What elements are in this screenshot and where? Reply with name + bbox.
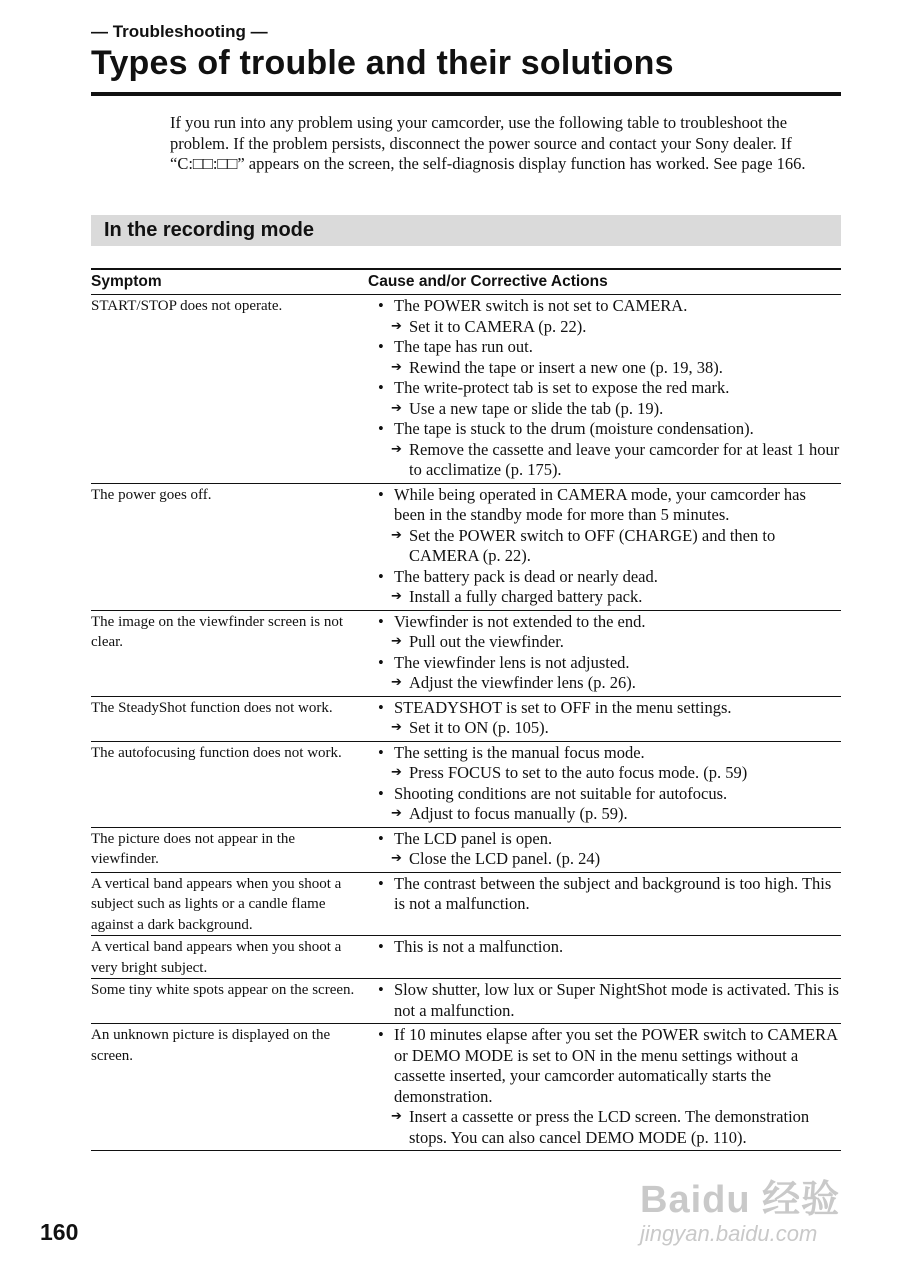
corrective-action	[367, 718, 841, 739]
cause-text: The write-protect tab is set to expose the red mark.	[394, 378, 730, 397]
arrow-right-icon: ➔	[391, 400, 402, 416]
action-text: Press FOCUS to set to the auto focus mode. (p. 59)	[409, 763, 748, 782]
cause-item	[367, 743, 841, 764]
symptom-cell: An unknown picture is displayed on the screen.	[91, 1027, 331, 1064]
table-row	[91, 610, 841, 696]
page-title: Types of trouble and their solutions	[91, 44, 674, 82]
cause-cell	[367, 936, 841, 978]
corrective-action	[367, 673, 841, 694]
troubleshooting-table	[91, 268, 841, 1151]
table-row	[91, 295, 841, 483]
table-row	[91, 483, 841, 610]
cause-item	[367, 784, 841, 805]
cause-item	[367, 937, 841, 958]
symptom-cell: A vertical band appears when you shoot a very bright subject.	[91, 939, 342, 976]
corrective-action	[367, 763, 841, 784]
bullet-icon: •	[378, 697, 384, 717]
arrow-right-icon: ➔	[391, 589, 402, 604]
action-text: Remove the cassette and leave your camcorder for at least 1 hour to acclimatize (p. 175).	[409, 439, 840, 479]
action-text: Close the LCD panel. (p. 24)	[409, 849, 601, 868]
cause-item	[367, 874, 841, 915]
action-text: Adjust to focus manually (p. 59).	[409, 804, 628, 823]
arrow-right-icon: ➔	[391, 675, 402, 690]
cause-text: Slow shutter, low lux or Super NightShot mode is activated. This is not a malfunction.	[394, 980, 839, 1020]
bullet-icon: •	[378, 337, 384, 356]
action-text: Insert a cassette or press the LCD screen. The demonstration stops. You can also cancel DEMO MODE (p. 110).	[409, 1107, 810, 1147]
cause-cell	[367, 484, 841, 610]
corrective-action	[367, 526, 841, 567]
section-label: — Troubleshooting —	[91, 22, 268, 41]
action-text: Set it to CAMERA (p. 22).	[409, 316, 587, 336]
cause-text: The tape has run out.	[394, 337, 533, 356]
cause-text: The viewfinder lens is not adjusted.	[394, 652, 630, 672]
arrow-right-icon: ➔	[391, 441, 402, 457]
cause-cell	[367, 611, 841, 696]
bullet-icon: •	[378, 873, 384, 893]
cause-text: This is not a malfunction.	[394, 937, 564, 956]
cause-text: The battery pack is dead or nearly dead.	[394, 566, 658, 586]
bullet-icon: •	[378, 783, 384, 803]
cause-text: Viewfinder is not extended to the end.	[394, 611, 646, 631]
cause-item	[367, 337, 841, 358]
cause-item	[367, 1025, 841, 1107]
table-row	[91, 696, 841, 741]
symptom-cell: The SteadyShot function does not work.	[91, 699, 333, 716]
symptom-cell: The image on the viewfinder screen is not clear.	[91, 613, 343, 650]
table-row	[91, 872, 841, 936]
arrow-right-icon: ➔	[391, 765, 402, 780]
arrow-right-icon: ➔	[391, 851, 402, 866]
symptom-cell: The picture does not appear in the viewfinder.	[91, 830, 296, 867]
bullet-icon: •	[378, 828, 384, 848]
cause-item	[367, 653, 841, 674]
table-row	[91, 1023, 841, 1150]
corrective-action	[367, 1107, 841, 1148]
cause-cell	[367, 1024, 841, 1150]
watermark	[640, 1168, 850, 1248]
cause-text: STEADYSHOT is set to OFF in the menu settings.	[394, 697, 732, 717]
corrective-action	[367, 632, 841, 653]
cause-text: The LCD panel is open.	[394, 828, 553, 848]
cause-text: The setting is the manual focus mode.	[394, 742, 645, 762]
cause-text: Shooting conditions are not suitable for autofocus.	[394, 783, 728, 803]
cause-item	[367, 296, 841, 317]
table-row	[91, 935, 841, 978]
corrective-action	[367, 399, 841, 420]
table-body	[91, 295, 841, 1150]
intro-text: If you run into any problem using your camcorder, use the following table to troubleshoot the problem. If the problem persists, disconnect the power source and contact your Sony dealer. If “C:□□:□□” appears on the screen, the self-diagnosis display function has worked. See page 166.	[170, 113, 806, 173]
arrow-right-icon: ➔	[391, 359, 402, 375]
action-text: Set it to ON (p. 105).	[409, 718, 549, 737]
intro-paragraph	[170, 113, 830, 175]
corrective-action	[367, 440, 841, 481]
cause-cell	[367, 979, 841, 1023]
cause-item	[367, 419, 841, 440]
corrective-action	[367, 849, 841, 870]
title-rule	[91, 92, 841, 96]
cause-item	[367, 612, 841, 633]
cause-item	[367, 829, 841, 850]
action-text: Rewind the tape or insert a new one (p. 19, 38).	[409, 357, 723, 377]
bullet-icon: •	[378, 652, 384, 672]
action-text: Pull out the viewfinder.	[409, 632, 564, 651]
cause-item	[367, 698, 841, 719]
bullet-icon: •	[378, 611, 384, 631]
section-heading: In the recording mode	[104, 219, 315, 241]
bullet-icon: •	[378, 296, 384, 315]
watermark-url: jingyan.baidu.com	[640, 1221, 818, 1246]
corrective-action	[367, 587, 841, 608]
arrow-right-icon: ➔	[391, 634, 402, 649]
action-text: Use a new tape or slide the tab (p. 19).	[409, 398, 664, 418]
cause-item	[367, 378, 841, 399]
section-heading-bar	[91, 215, 841, 246]
bullet-icon: •	[378, 378, 384, 397]
table-row	[91, 741, 841, 827]
symptom-cell: A vertical band appears when you shoot a subject such as lights or a candle flame against a dark background.	[91, 875, 342, 933]
bullet-icon: •	[378, 419, 384, 438]
bullet-icon: •	[378, 980, 384, 999]
column-header-cause: Cause and/or Corrective Actions	[368, 273, 608, 290]
bullet-icon: •	[378, 566, 384, 586]
page-number: 160	[40, 1219, 79, 1245]
cause-item	[367, 567, 841, 588]
corrective-action	[367, 804, 841, 825]
arrow-right-icon: ➔	[391, 720, 402, 735]
arrow-right-icon: ➔	[391, 527, 402, 543]
symptom-cell: The power goes off.	[91, 486, 212, 503]
cause-text: The tape is stuck to the drum (moisture condensation).	[394, 419, 754, 438]
cause-cell	[367, 873, 841, 936]
table-row	[91, 827, 841, 872]
bullet-icon: •	[378, 937, 384, 956]
cause-item	[367, 980, 841, 1021]
symptom-cell: Some tiny white spots appear on the screen.	[91, 982, 355, 998]
cause-cell	[367, 742, 841, 827]
bullet-icon: •	[378, 1025, 384, 1044]
bullet-icon: •	[378, 484, 384, 504]
cause-cell	[367, 697, 841, 741]
table-row	[91, 978, 841, 1023]
symptom-cell: The autofocusing function does not work.	[91, 744, 342, 761]
action-text: Install a fully charged battery pack.	[409, 587, 643, 606]
table-header	[91, 270, 841, 295]
arrow-right-icon: ➔	[391, 318, 402, 334]
cause-text: If 10 minutes elapse after you set the POWER switch to CAMERA or DEMO MODE is set to ON in the menu settings without a cassette inserted, your camcorder automatically starts the demonstration.	[394, 1025, 838, 1106]
corrective-action	[367, 358, 841, 379]
cause-cell	[367, 295, 841, 483]
cause-item	[367, 485, 841, 526]
watermark-brand: Baidu 经验	[640, 1179, 841, 1221]
column-header-symptom: Symptom	[91, 273, 162, 290]
cause-cell	[367, 828, 841, 872]
action-text: Set the POWER switch to OFF (CHARGE) and then to CAMERA (p. 22).	[409, 525, 776, 565]
cause-text: While being operated in CAMERA mode, your camcorder has been in the standby mode for more than 5 minutes.	[394, 484, 806, 524]
bullet-icon: •	[378, 742, 384, 762]
cause-text: The contrast between the subject and background is too high. This is not a malfunction.	[394, 873, 832, 913]
symptom-cell: START/STOP does not operate.	[91, 298, 283, 314]
corrective-action	[367, 317, 841, 338]
arrow-right-icon: ➔	[391, 1109, 402, 1124]
action-text: Adjust the viewfinder lens (p. 26).	[409, 673, 636, 692]
arrow-right-icon: ➔	[391, 806, 402, 821]
cause-text: The POWER switch is not set to CAMERA.	[394, 296, 688, 315]
